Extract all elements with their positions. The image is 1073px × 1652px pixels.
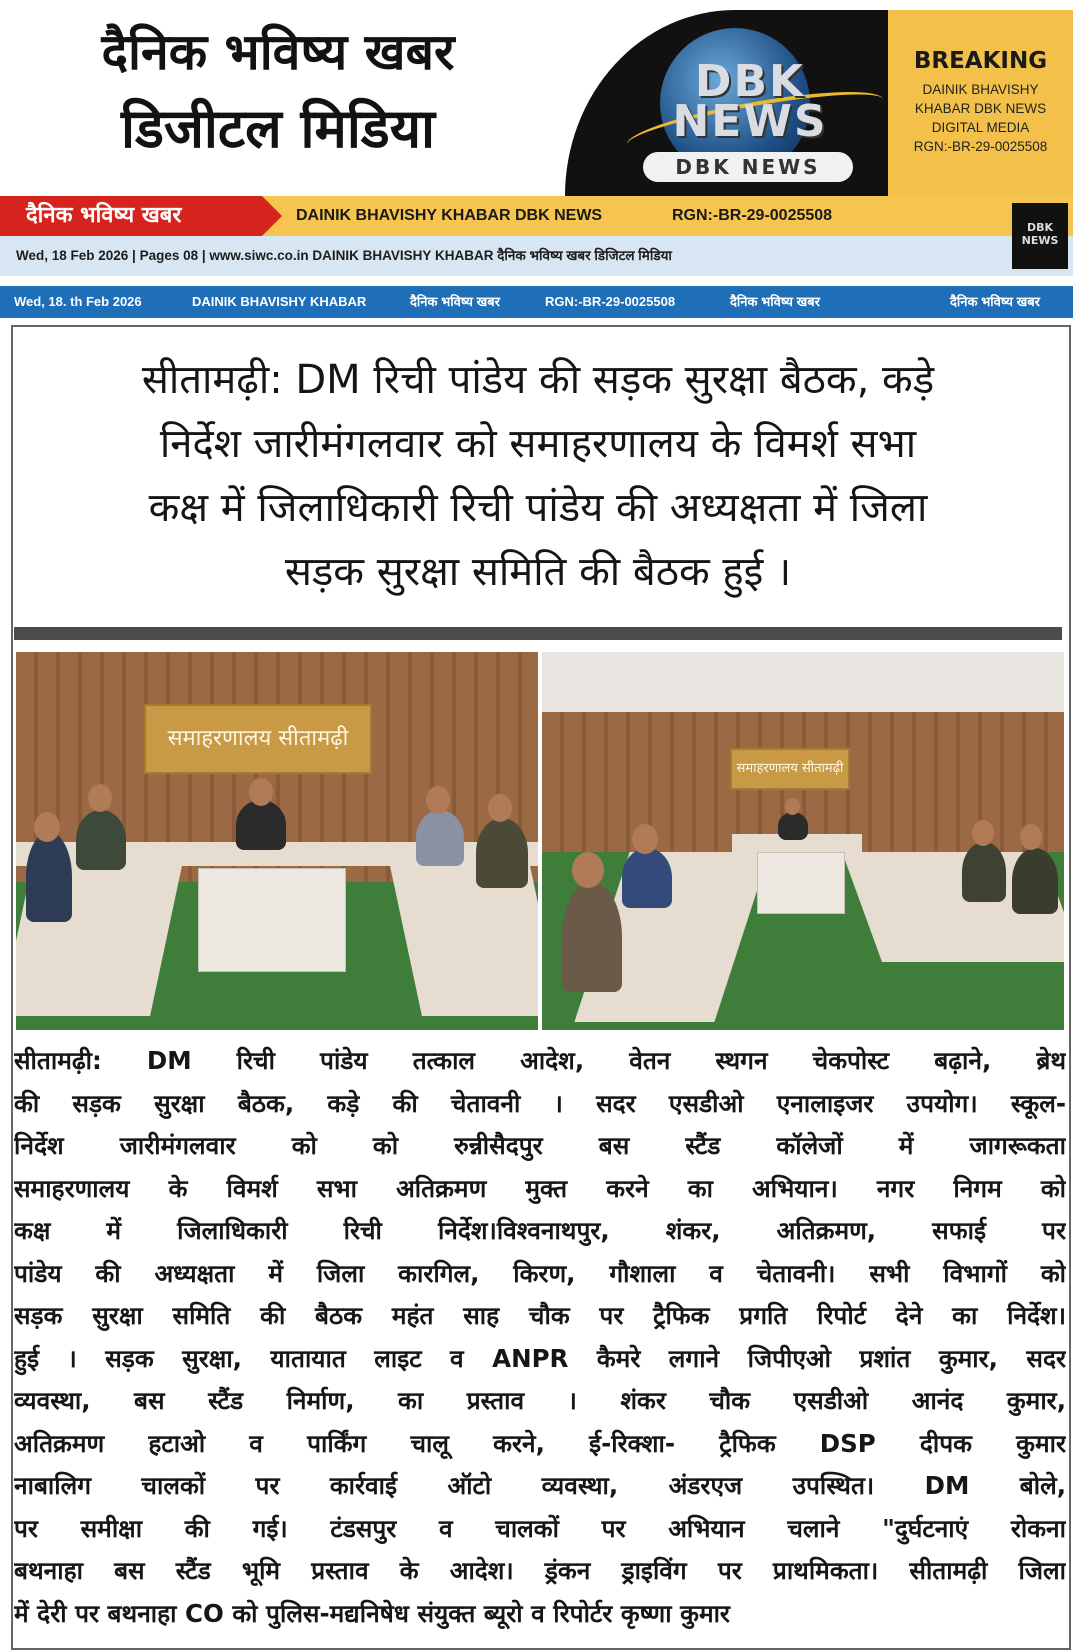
person — [1012, 848, 1058, 914]
photo-ceiling — [542, 652, 1064, 712]
body-line: पर समीक्षा की गई। टंडसपुर व चालकों पर अभियान चलाने "दुर्घटनाएं रोकना — [14, 1513, 1066, 1543]
person-head — [88, 784, 112, 812]
date-bar-item: दैनिक भविष्य खबर — [950, 294, 1040, 309]
dbk-news-logo — [565, 10, 895, 196]
info-bar — [0, 236, 1073, 276]
person — [476, 818, 528, 888]
article-headline — [14, 348, 1062, 604]
date-bar — [0, 286, 1073, 318]
person — [622, 848, 672, 908]
body-line: समाहरणालय के विमर्श सभा अतिक्रमण मुक्त करने का अभियान। नगर निगम को — [14, 1173, 1066, 1203]
person — [76, 810, 126, 870]
person — [562, 882, 622, 992]
body-line: हुई । सड़क सुरक्षा, यातायात लाइट व ANPR कैमरे लगाने जिपीएओ प्रशांत कुमार, सदर — [14, 1343, 1066, 1373]
body-line: में देरी पर बथनाहा CO को पुलिस-मद्यनिषेध संयुक्त ब्यूरो व रिपोर्टर कृष्णा कुमार — [14, 1598, 730, 1628]
person-head — [1020, 824, 1042, 850]
person-head — [249, 778, 273, 806]
person-head — [632, 824, 658, 854]
person-head — [488, 794, 512, 822]
body-line: सीतामढ़ी: DM रिची पांडेय तत्काल आदेश, वेतन स्थगन चेकपोस्ट बढ़ाने, ब्रेथ — [14, 1046, 1066, 1075]
brand-ribbon — [0, 196, 1073, 236]
person-head — [785, 798, 800, 815]
body-line: व्यवस्था, बस स्टैंड निर्माण, का प्रस्ताव । शंकर चौक एसडीओ आनंद कुमार, — [14, 1386, 1066, 1415]
body-line: सड़क सुरक्षा समिति की बैठक महंत साह चौक पर ट्रैफिक प्रगति रिपोर्ट देने का निर्देश। — [14, 1301, 1066, 1330]
body-line: अतिक्रमण हटाओ व पार्किंग चालू करने, ई-रिक्शा- ट्रैफिक DSP दीपक कुमार — [14, 1428, 1066, 1458]
table-front-panel — [198, 868, 346, 972]
date-bar-item: Wed, 18. th Feb 2026 — [14, 294, 142, 309]
headline-line: सड़क सुरक्षा समिति की बैठक हुई । — [284, 549, 792, 595]
body-line: निर्देश जारीमंगलवार को को रुन्नीसैदपुर बस स्टैंड कॉलेजों में जागरूकता — [14, 1131, 1066, 1160]
article-body — [14, 1040, 1066, 1635]
headline-line: सीतामढ़ी: DM रिची पांडेय की सड़क सुरक्षा बैठक, कड़े — [141, 357, 935, 403]
date-bar-item: दैनिक भविष्य खबर — [730, 294, 820, 309]
headline-line: कक्ष में जिलाधिकारी रिची पांडेय की अध्यक्षता में जिला — [148, 485, 928, 531]
ribbon-registration: RGN:-BR-29-0025508 — [672, 207, 833, 224]
logo-subtext: DBK NEWS — [643, 152, 853, 182]
breaking-title: BREAKING — [913, 48, 1048, 74]
headline-rule — [14, 627, 1062, 640]
headline-line: निर्देश जारीमंगलवार को समाहरणालय के विमर्श सभा — [159, 421, 917, 467]
body-line: बथनाहा बस स्टैंड भूमि प्रस्ताव के आदेश। ड्रंकन ड्राइविंग पर प्राथमिकता। सीतामढ़ी जिला — [14, 1556, 1066, 1585]
masthead-title — [18, 18, 538, 168]
breaking-line: KHABAR DBK NEWS — [914, 101, 1047, 116]
meeting-photo-2 — [542, 652, 1064, 1030]
person — [778, 812, 808, 840]
photo-nameplate: समाहरणालय सीतामढ़ी — [730, 748, 850, 790]
info-bar-text: Wed, 18 Feb 2026 | Pages 08 | www.siwc.co.in DAINIK BHAVISHY KHABAR दैनिक भविष्य खबर डिजिटल मिडिया — [16, 248, 672, 263]
date-bar-item: DAINIK BHAVISHY KHABAR — [192, 294, 367, 309]
person — [416, 810, 464, 866]
photo-nameplate: समाहरणालय सीतामढ़ी — [144, 704, 372, 774]
logo-wordmark: DBK NEWS — [672, 56, 828, 147]
person-head — [972, 820, 994, 846]
breaking-line: RGN:-BR-29-0025508 — [913, 139, 1048, 154]
ribbon-text: DAINIK BHAVISHY KHABAR DBK NEWS — [296, 207, 603, 224]
breaking-details — [888, 80, 1073, 156]
ribbon-brand: दैनिक भविष्य खबर — [0, 196, 262, 236]
ribbon-arrow-icon — [262, 196, 282, 236]
body-line: की सड़क सुरक्षा बैठक, कड़े की चेतावनी । सदर एसडीओ एनालाइजर उपयोग। स्कूल- — [14, 1088, 1066, 1118]
person-head — [426, 786, 450, 814]
breaking-line: DAINIK BHAVISHY — [922, 82, 1039, 97]
table-front-panel — [757, 852, 845, 914]
masthead-title-line2: डिजीटल मिडिया — [120, 97, 436, 160]
mini-logo: DBK NEWS — [1012, 203, 1068, 269]
breaking-line: DIGITAL MEDIA — [931, 120, 1030, 135]
masthead-title-line1: दैनिक भविष्य खबर — [101, 23, 455, 81]
date-bar-item: RGN:-BR-29-0025508 — [545, 294, 676, 309]
meeting-photo-1 — [16, 652, 538, 1030]
breaking-panel — [888, 10, 1073, 196]
masthead — [0, 0, 1073, 196]
person — [26, 832, 72, 922]
date-bar-item: दैनिक भविष्य खबर — [410, 294, 500, 309]
person-head — [34, 812, 60, 842]
body-line: नाबालिग चालकों पर कार्रवाई ऑटो व्यवस्था, अंडरएज उपस्थित। DM बोले, — [14, 1471, 1066, 1500]
person — [962, 842, 1006, 902]
person — [236, 800, 286, 850]
person-head — [572, 852, 604, 888]
body-line: कक्ष में जिलाधिकारी रिची निर्देश।विश्वनाथपुर, शंकर, अतिक्रमण, सफाई पर — [14, 1216, 1066, 1245]
body-line: पांडेय की अध्यक्षता में जिला कारगिल, किरण, गौशाला व चेतावनी। सभी विभागों को — [14, 1258, 1066, 1288]
